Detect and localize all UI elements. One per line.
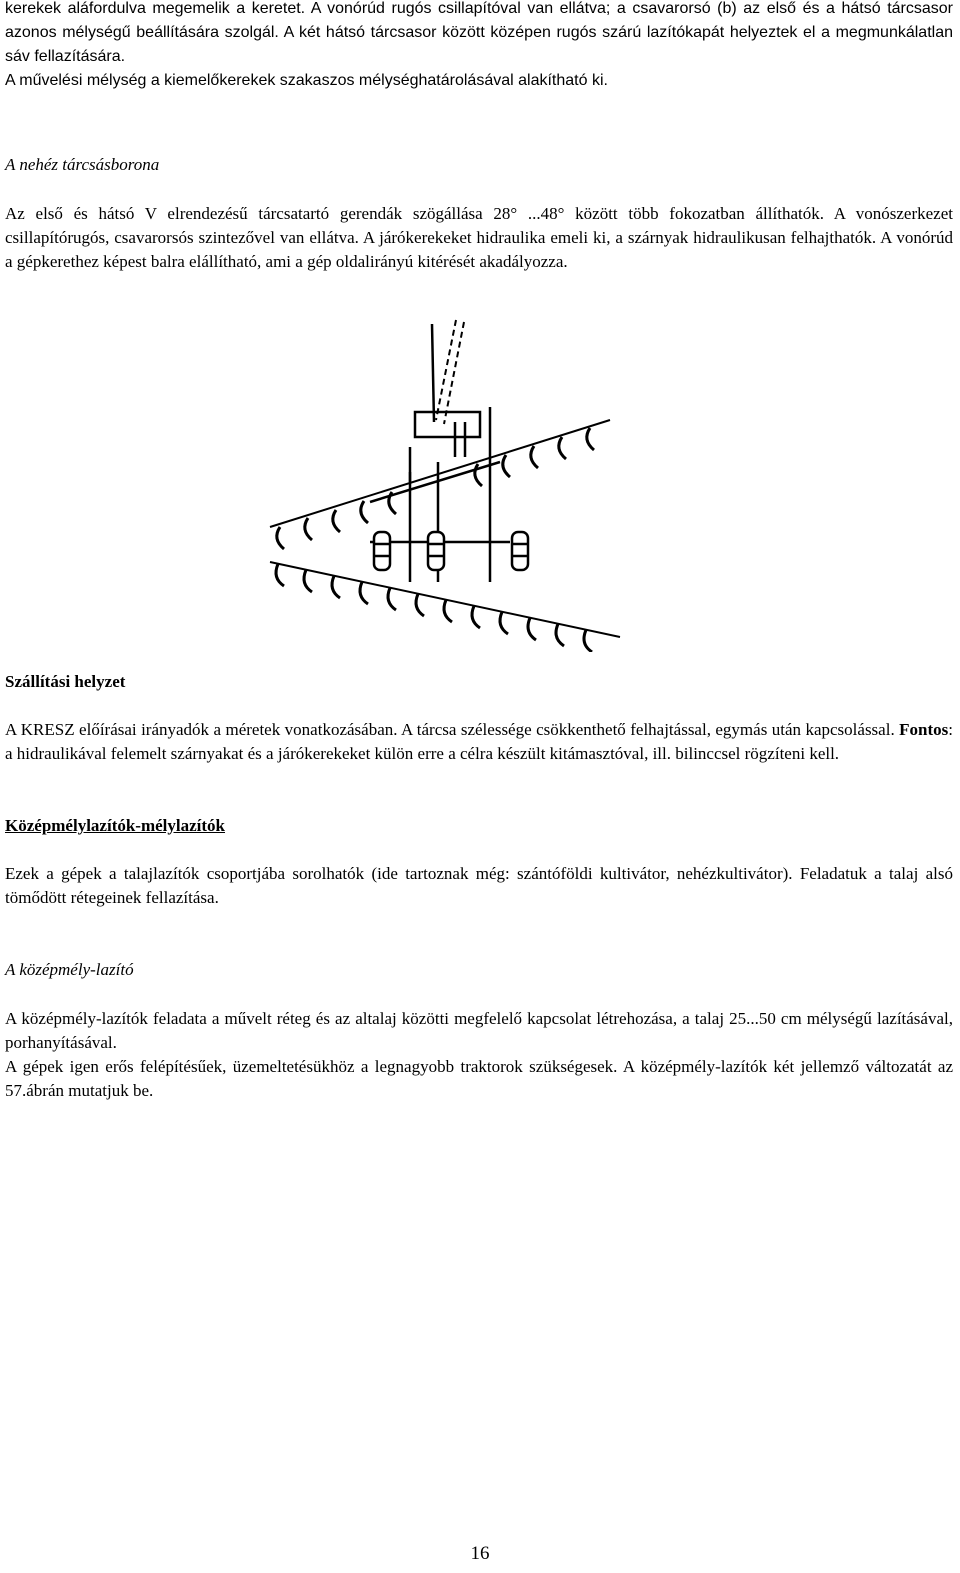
drawbar	[432, 324, 434, 422]
section-heading-transport: Szállítási helyzet	[5, 672, 126, 691]
intro-depth-sentence: A művelési mélység a kiemelőkerekek szakaszos mélységhatárolásával alakítható ki.	[5, 72, 608, 89]
section-heading-mid-depth-loosener: A középmély-lazító	[5, 960, 134, 979]
page-number: 16	[470, 1543, 490, 1564]
rear-discs	[276, 564, 592, 652]
section-heading-heavy-disc-harrow: A nehéz tárcsásborona	[5, 155, 160, 174]
hitch-frame	[415, 412, 480, 437]
subsoilers-paragraph: Ezek a gépek a talajlazítók csoportjába sorolhatók (ide tartoznak még: szántóföldi kultivátor, nehézkultivátor). Feladatuk a talaj alsó tömődött rétegeinek fellazítása.	[5, 864, 953, 907]
rear-disc-beam	[270, 562, 620, 637]
transport-wheels	[374, 532, 528, 570]
heavy-harrow-paragraph: Az első és hátsó V elrendezésű tárcsatartó gerendák szögállása 28° ...48° között több fokozatban állíthatók. A vonószerkezet csillapítórugós, csavarorsós szintezővel van ellátva. A járókerekeket hidraulika emeli ki, a szárnyak hidraulikusan felhajthatók. A vonórúd a gépkerethez képest balra elállítható, ami a gép oldalirányú kitérését akadályozza.	[5, 204, 953, 271]
mid-loosener-paragraph-2: A gépek igen erős felépítésűek, üzemeltetésükhöz a legnagyobb traktorok szükségesek. A középmély-lazítók két jellemző változatát az 57.ábrán mutatjuk be.	[5, 1057, 953, 1100]
section-heading-subsoilers: Középmélylazítók-mélylazítók	[5, 816, 226, 835]
transport-paragraph	[5, 718, 953, 766]
intro-paragraph: kerekek aláfordulva megemelik a keretet. A vonórúd rugós csillapítóval van ellátva; a csavarorsó (b) az első és a hátsó tárcsasor azonos mélységű beállítására szolgál. A két hátsó tárcsasor között középen rugós szárú lazítókapát helyeztek el a megmunkálatlan sáv fellazítására.	[5, 0, 953, 65]
transport-text-2: : a hidraulikával felemelt szárnyakat és a járókerekeket külön erre a célra készült kitámasztóval, ill. bilinccsel rögzíteni kell.	[5, 720, 953, 763]
disc-harrow-diagram	[250, 312, 630, 652]
transport-text-1: A KRESZ előírásai irányadók a méretek vonatkozásában. A tárcsa szélessége csökkenthető felhajtással, egymás után kapcsolással.	[5, 720, 900, 739]
transport-important-label: Fontos	[899, 720, 949, 739]
mid-loosener-paragraph-1: A középmély-lazítók feladata a művelt réteg és az altalaj közötti megfelelő kapcsolat létrehozása, a talaj 25...50 cm mélységű lazításával, porhanyításával.	[5, 1009, 953, 1052]
